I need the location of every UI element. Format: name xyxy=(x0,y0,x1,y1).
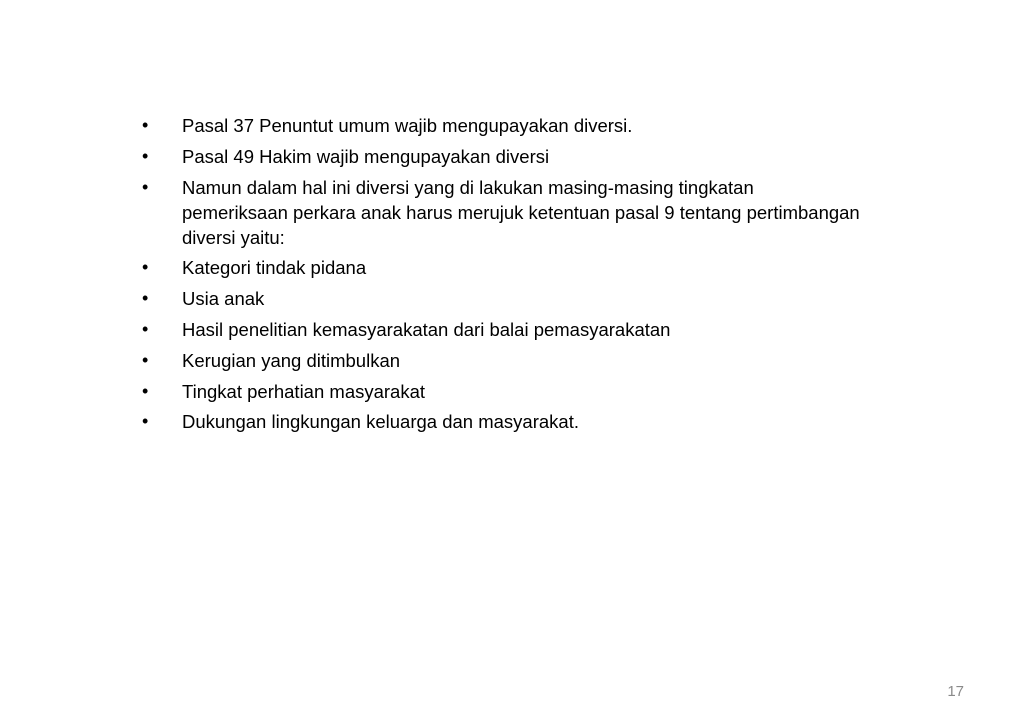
bullet-text: Pasal 37 Penuntut umum wajib mengupayakan diversi. xyxy=(182,115,633,136)
bullet-marker: • xyxy=(142,411,149,432)
bullet-marker: • xyxy=(142,115,149,135)
bullet-marker: • xyxy=(142,176,149,197)
bullet-text: Dukungan lingkungan keluarga dan masyarakat. xyxy=(182,411,579,433)
bullet-text: Hasil penelitian kemasyarakatan dari balai pemasyarakatan xyxy=(182,318,671,340)
bullet-marker: • xyxy=(142,145,149,166)
bullet-item xyxy=(140,379,860,404)
bullet-item xyxy=(140,255,860,280)
bullet-text: Tingkat perhatian masyarakat xyxy=(182,380,426,402)
bullet-marker: • xyxy=(142,318,149,339)
bullet-item xyxy=(140,144,860,169)
bullet-item xyxy=(140,409,860,434)
bullet-marker: • xyxy=(142,380,149,401)
bullet-text: Usia anak xyxy=(182,288,265,310)
bullet-text: Namun dalam hal ini diversi yang di lakukan masing-masing tingkatan pemeriksaan perkara anak harus merujuk ketentuan pasal 9 tentang pertimbangan diversi yaitu: xyxy=(182,176,860,248)
bullet-item xyxy=(140,317,860,342)
bullet-marker: • xyxy=(142,257,149,278)
bullet-marker: • xyxy=(142,349,149,370)
bullet-marker: • xyxy=(142,288,149,309)
bullet-text: Kategori tindak pidana xyxy=(182,257,367,279)
bullet-item xyxy=(140,175,860,250)
bullet-list xyxy=(140,113,860,440)
page-number: 17 xyxy=(947,683,964,700)
bullet-item xyxy=(140,348,860,373)
bullet-item xyxy=(140,113,860,138)
bullet-text: Pasal 49 Hakim wajib mengupayakan diversi xyxy=(182,145,550,167)
bullet-text: Kerugian yang ditimbulkan xyxy=(182,349,401,371)
bullet-item xyxy=(140,286,860,311)
